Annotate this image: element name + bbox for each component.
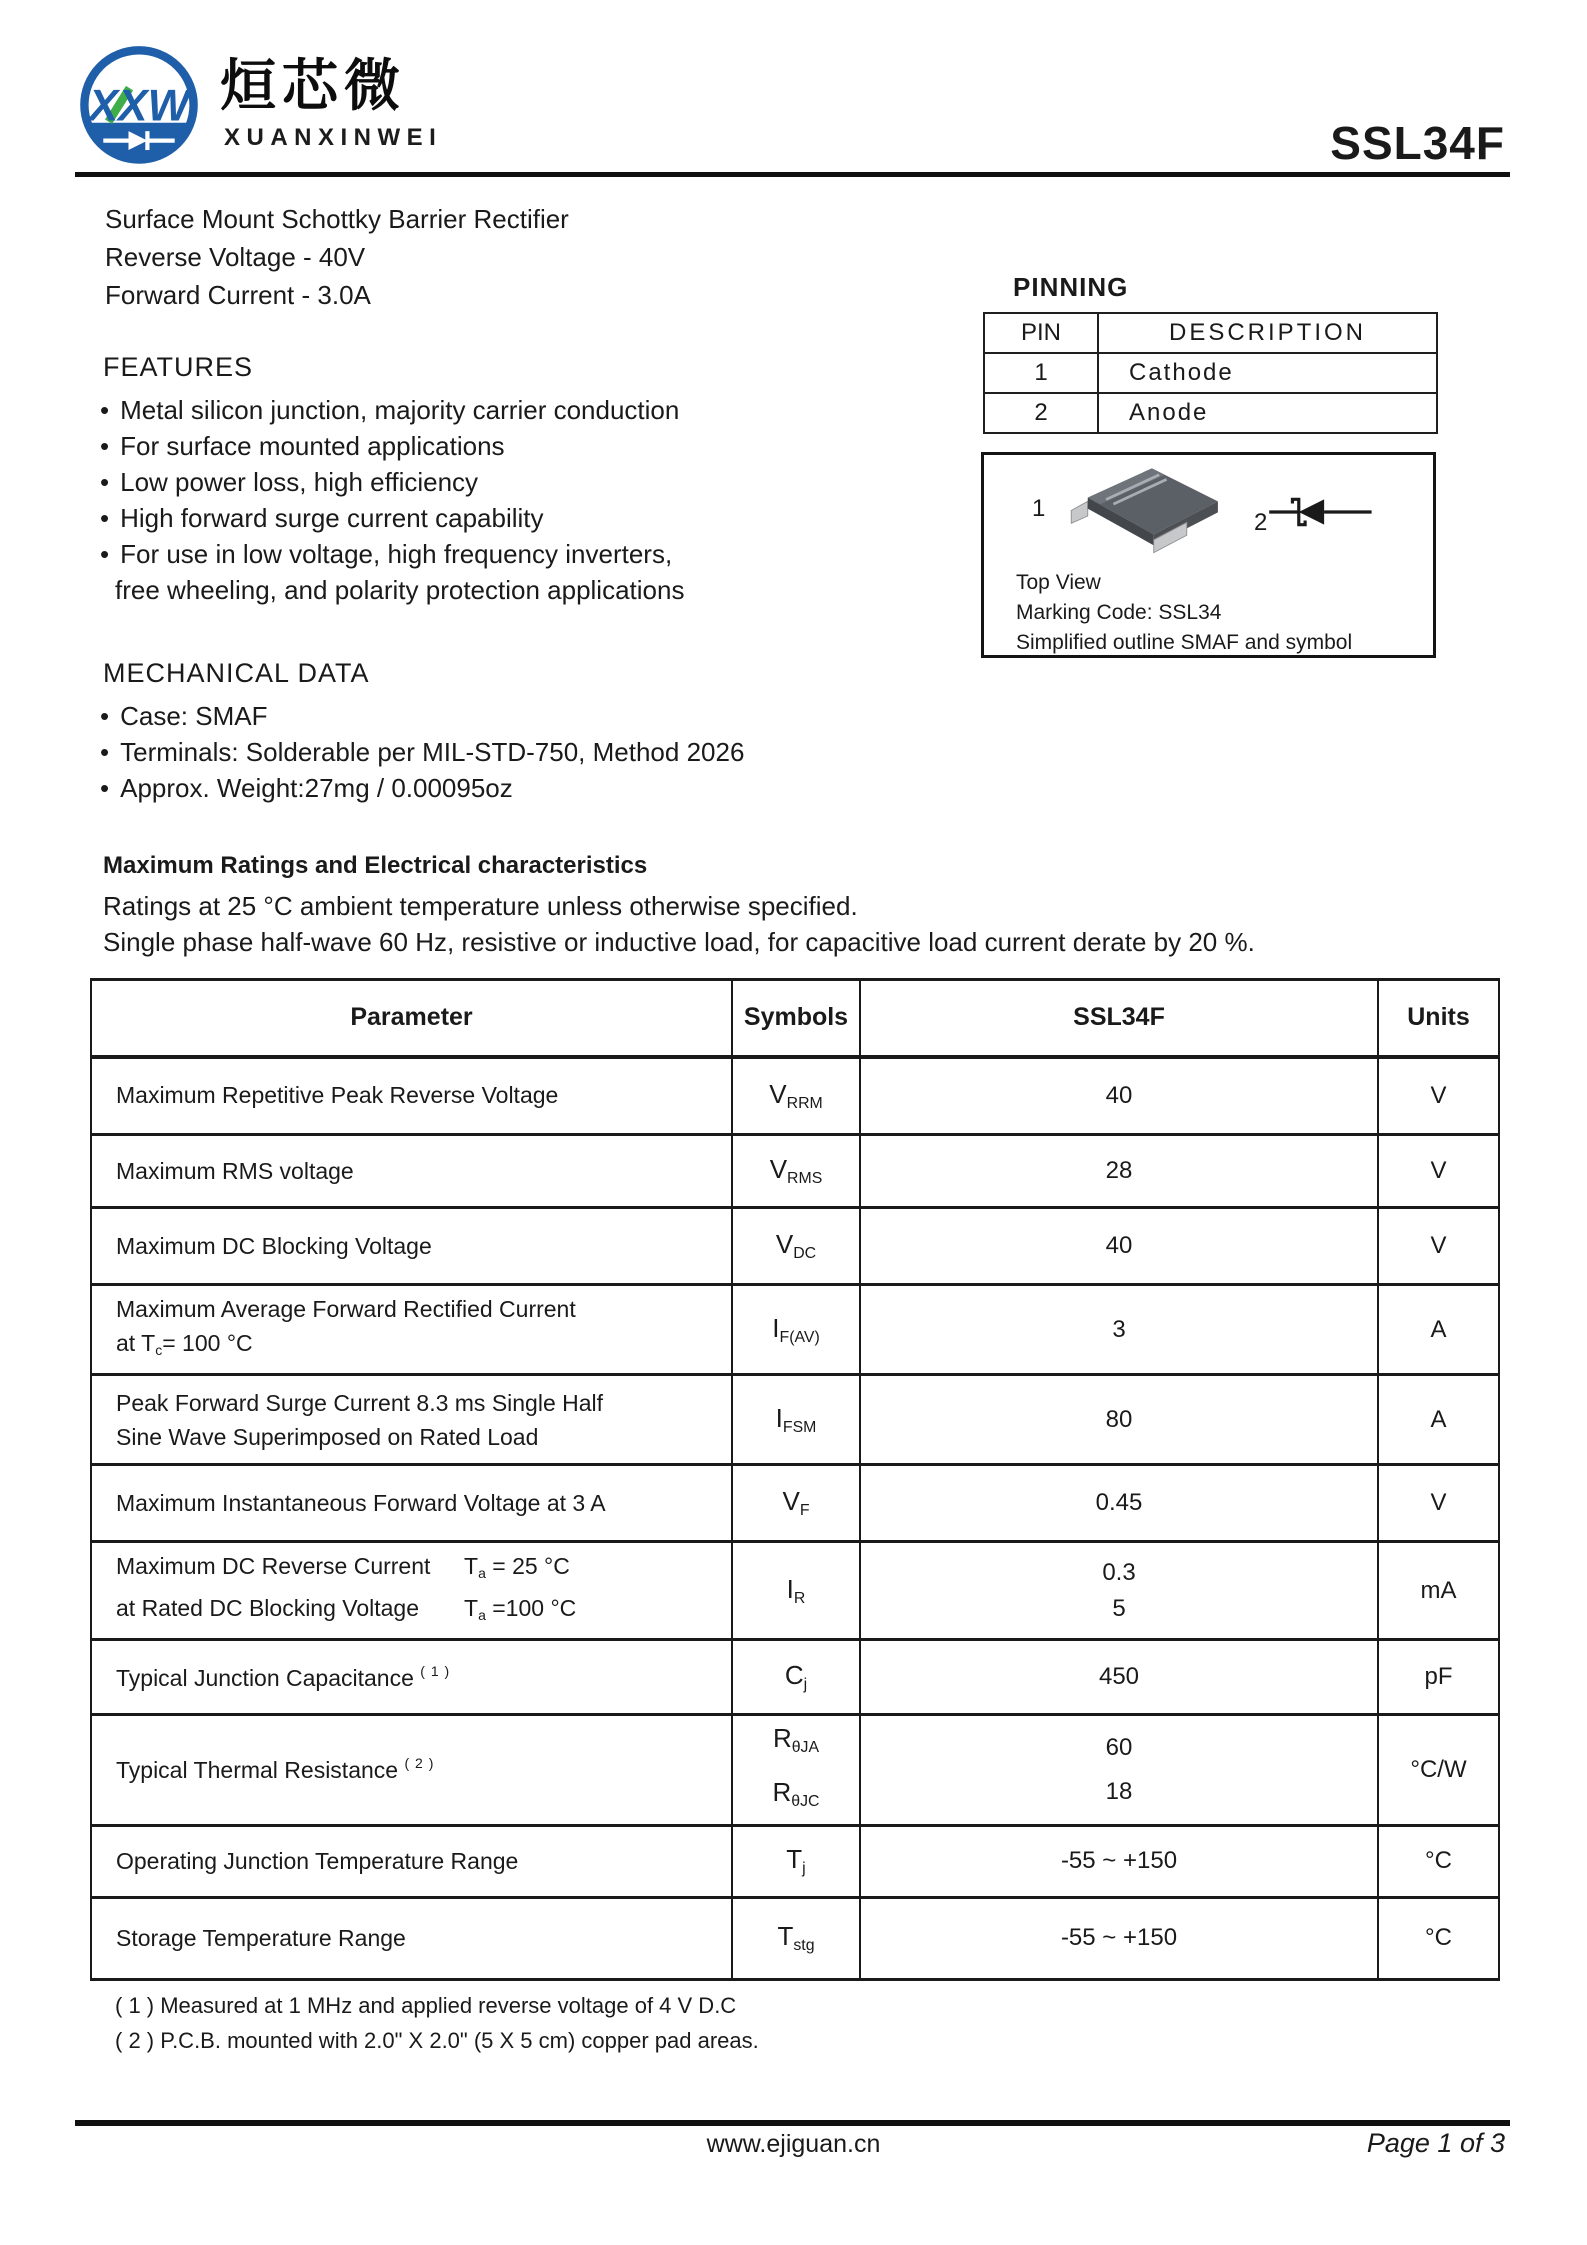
parameter-cell: Maximum DC Blocking Voltage bbox=[91, 1208, 732, 1285]
table-row bbox=[91, 1057, 1499, 1135]
value-cell: 0.45 bbox=[860, 1465, 1378, 1542]
table-row bbox=[91, 1715, 1499, 1826]
value-cell: -55 ~ +150 bbox=[860, 1897, 1378, 1979]
parameter-cell: Operating Junction Temperature Range bbox=[91, 1825, 732, 1897]
value-cell: 28 bbox=[860, 1135, 1378, 1208]
feature-item: • For surface mounted applications bbox=[100, 428, 684, 464]
table-row bbox=[91, 1825, 1499, 1897]
feature-item: • Metal silicon junction, majority carrier conduction bbox=[100, 392, 684, 428]
ratings-note-line: Single phase half-wave 60 Hz, resistive or inductive load, for capacitive load current derate by 20 %. bbox=[103, 927, 1255, 957]
table-row bbox=[91, 1897, 1499, 1979]
product-summary bbox=[105, 200, 569, 314]
pinning-row bbox=[984, 393, 1437, 433]
smaf-package-icon bbox=[1056, 461, 1246, 571]
parameter-cell: Storage Temperature Range bbox=[91, 1897, 732, 1979]
unit-cell: °C/W bbox=[1378, 1715, 1499, 1826]
mechanical-item: • Terminals: Solderable per MIL-STD-750, Method 2026 bbox=[100, 734, 744, 770]
unit-cell: °C bbox=[1378, 1897, 1499, 1979]
unit-cell: A bbox=[1378, 1375, 1499, 1465]
mechanical-data-title: MECHANICAL DATA bbox=[103, 658, 370, 688]
symbol-cell: $I_{F(AV)}$ bbox=[732, 1285, 860, 1375]
package-caption-line: Marking Code: SSL34 bbox=[1016, 601, 1222, 624]
footer-website: www.ejiguan.cn bbox=[706, 2130, 881, 2158]
description-column-header: DESCRIPTION bbox=[1098, 313, 1437, 353]
footer-divider bbox=[75, 2120, 1510, 2126]
unit-cell: °C bbox=[1378, 1825, 1499, 1897]
column-header-units: Units bbox=[1378, 980, 1499, 1057]
pinning-table bbox=[983, 312, 1438, 434]
features-title: FEATURES bbox=[103, 352, 254, 382]
package-caption-line: Top View bbox=[1016, 571, 1101, 594]
pin2-label: 2 bbox=[1254, 509, 1268, 536]
symbol-cell: $V_{DC}$ bbox=[732, 1208, 860, 1285]
package-caption-line: Simplified outline SMAF and symbol bbox=[1016, 631, 1353, 654]
symbol-cell: $R_{\theta JA}$ $R_{\theta JC}$ bbox=[732, 1715, 860, 1826]
feature-item: • Low power loss, high efficiency bbox=[100, 464, 684, 500]
pin-column-header: PIN bbox=[984, 313, 1098, 353]
feature-item: • High forward surge current capability bbox=[100, 500, 684, 536]
value-cell: -55 ~ +150 bbox=[860, 1825, 1378, 1897]
column-header-symbols: Symbols bbox=[732, 980, 860, 1057]
symbol-cell: $C_j$ bbox=[732, 1640, 860, 1715]
ratings-header-row bbox=[91, 980, 1499, 1057]
mechanical-data-list bbox=[100, 698, 744, 806]
unit-cell: A bbox=[1378, 1285, 1499, 1375]
header-divider bbox=[75, 172, 1510, 177]
table-row bbox=[91, 1208, 1499, 1285]
pinning-row bbox=[984, 353, 1437, 393]
package-captions bbox=[1016, 568, 1352, 658]
pinning-title: PINNING bbox=[1013, 272, 1129, 302]
column-header-parameter: Parameter bbox=[91, 980, 732, 1057]
symbol-cell: $V_{RMS}$ bbox=[732, 1135, 860, 1208]
parameter-cell: Typical Thermal Resistance $^{( 2 )}$ bbox=[91, 1715, 732, 1826]
ratings-table bbox=[90, 978, 1500, 1981]
unit-cell: mA bbox=[1378, 1542, 1499, 1640]
summary-line: Reverse Voltage - 40V bbox=[105, 242, 366, 272]
mechanical-item: • Approx. Weight:27mg / 0.00095oz bbox=[100, 770, 744, 806]
mechanical-item: • Case: SMAF bbox=[100, 698, 744, 734]
parameter-cell: Maximum RMS voltage bbox=[91, 1135, 732, 1208]
table-row bbox=[91, 1285, 1499, 1375]
footnote-line: ( 1 ) Measured at 1 MHz and applied reverse voltage of 4 V D.C bbox=[115, 1993, 737, 2018]
value-cell: 60 18 bbox=[860, 1715, 1378, 1826]
features-list bbox=[100, 392, 684, 608]
value-cell: 40 bbox=[860, 1208, 1378, 1285]
symbol-cell: $V_F$ bbox=[732, 1465, 860, 1542]
value-cell: 3 bbox=[860, 1285, 1378, 1375]
pin-description: Cathode bbox=[1098, 353, 1437, 393]
pinning-header-row bbox=[984, 313, 1437, 353]
company-logo-icon bbox=[76, 44, 202, 170]
value-cell: 80 bbox=[860, 1375, 1378, 1465]
ratings-notes bbox=[103, 888, 1255, 960]
unit-cell: pF bbox=[1378, 1640, 1499, 1715]
value-cell: 0.3 5 bbox=[860, 1542, 1378, 1640]
symbol-cell: $T_j$ bbox=[732, 1825, 860, 1897]
symbol-cell: $V_{RRM}$ bbox=[732, 1057, 860, 1135]
feature-item: • For use in low voltage, high frequency inverters, bbox=[100, 536, 684, 572]
table-row bbox=[91, 1542, 1499, 1640]
column-header-part: SSL34F bbox=[860, 980, 1378, 1057]
parameter-cell: Peak Forward Surge Current 8.3 ms Single Half Sine Wave Superimposed on Rated Load bbox=[91, 1375, 732, 1465]
feature-item-continuation: free wheeling, and polarity protection applications bbox=[115, 575, 685, 605]
table-row bbox=[91, 1640, 1499, 1715]
footnotes bbox=[115, 1988, 759, 2058]
unit-cell: V bbox=[1378, 1135, 1499, 1208]
summary-line: Surface Mount Schottky Barrier Rectifier bbox=[105, 204, 569, 234]
footnote-line: ( 2 ) P.C.B. mounted with 2.0" X 2.0" (5 X 5 cm) copper pad areas. bbox=[115, 2028, 759, 2053]
summary-line: Forward Current - 3.0A bbox=[105, 280, 371, 310]
unit-cell: V bbox=[1378, 1465, 1499, 1542]
table-row bbox=[91, 1375, 1499, 1465]
logo-letters: XXW bbox=[88, 81, 190, 131]
ratings-section-title: Maximum Ratings and Electrical characteristics bbox=[103, 852, 648, 879]
parameter-cell: Maximum Average Forward Rectified Current at $T_c= 100$ °C bbox=[91, 1285, 732, 1375]
parameter-cell: Typical Junction Capacitance $^{( 1 )}$ bbox=[91, 1640, 732, 1715]
pin1-label: 1 bbox=[1032, 495, 1046, 522]
pin-number: 2 bbox=[984, 393, 1098, 433]
footer-page-number: Page 1 of 3 bbox=[1366, 2128, 1505, 2158]
brand-name-english: XUANXINWEI bbox=[224, 124, 443, 151]
table-row bbox=[91, 1465, 1499, 1542]
brand-name-chinese: 烜芯微 bbox=[220, 54, 406, 117]
schottky-diode-symbol-icon bbox=[1268, 493, 1376, 531]
package-outline-box bbox=[981, 452, 1436, 658]
parameter-cell: Maximum Repetitive Peak Reverse Voltage bbox=[91, 1057, 732, 1135]
symbol-cell: $I_{FSM}$ bbox=[732, 1375, 860, 1465]
part-number-title: SSL34F bbox=[1330, 117, 1505, 169]
unit-cell: V bbox=[1378, 1208, 1499, 1285]
symbol-cell: $T_{stg}$ bbox=[732, 1897, 860, 1979]
parameter-cell: Maximum DC Reverse Current $T_a = 25$ °C at Rated DC Blocking Voltage $T_a =100$ °C bbox=[91, 1542, 732, 1640]
parameter-cell: Maximum Instantaneous Forward Voltage at 3 A bbox=[91, 1465, 732, 1542]
table-row bbox=[91, 1135, 1499, 1208]
value-cell: 450 bbox=[860, 1640, 1378, 1715]
ratings-note-line: Ratings at 25 °C ambient temperature unless otherwise specified. bbox=[103, 891, 858, 921]
symbol-cell: $I_R$ bbox=[732, 1542, 860, 1640]
value-cell: 40 bbox=[860, 1057, 1378, 1135]
unit-cell: V bbox=[1378, 1057, 1499, 1135]
pin-number: 1 bbox=[984, 353, 1098, 393]
pin-description: Anode bbox=[1098, 393, 1437, 433]
